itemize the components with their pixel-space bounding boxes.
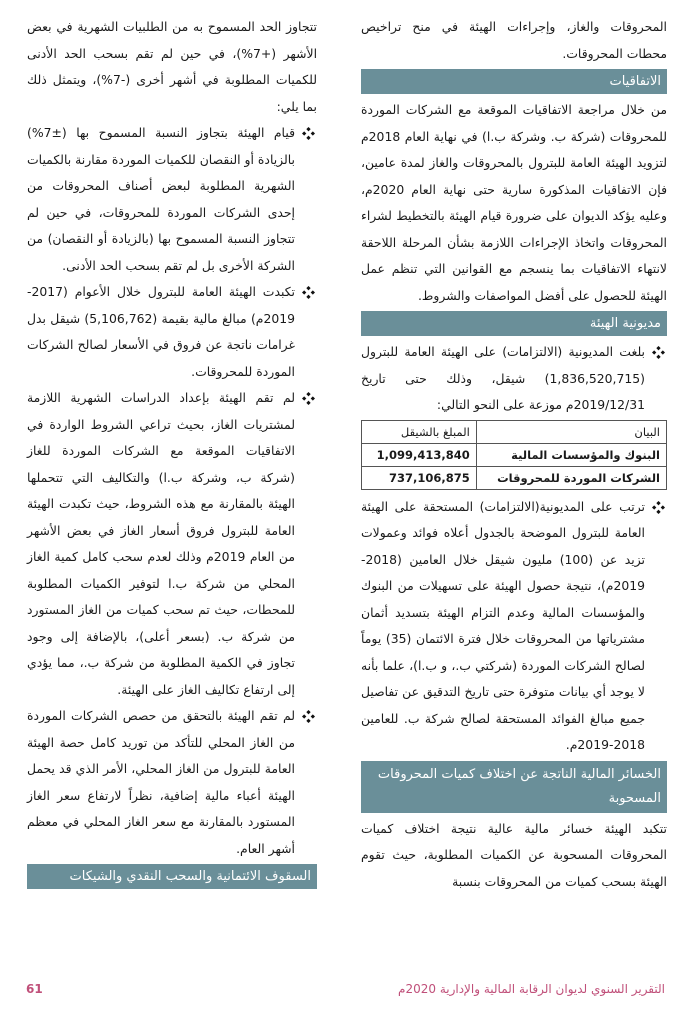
table-header-row [362,420,667,443]
footer-report-title: التقرير السنوي لديوان الرقابة المالية والإدارية 2020م [398,982,665,996]
four-diamond-bullet-icon [302,710,315,723]
four-diamond-bullet-icon [302,392,315,405]
table-header-amount: المبلغ بالشيقل [362,420,477,443]
left-column [27,14,317,892]
table-cell-label: البنوك والمؤسسات المالية [476,443,666,466]
debt-bullet-2 [361,494,667,759]
losses-paragraph: تتكبد الهيئة خسائر مالية عالية نتيجة اختلاف كميات المحروقات المسحوبة عن الكميات المطلوبة، حيث تقوم الهيئة بسحب كميات من المحروقات بنسبة [361,820,667,889]
left-bullet-3-text: لم تقم الهيئة بإعداد الدراسات الشهرية اللازمة لمشتريات الغاز، بحيث تراعي الشروط الواردة في الاتفاقيات الموقعة مع الشركات الموردة للغاز (شركة ب، وشركة ب.ا) والتكاليف التي تتحملها الهيئة بالمقارنة مع هذه الشروط، حيث تكبدت الهيئة العامة للبترول فروق أسعار الغاز في بعض الأشهر من العام 2019م وذلك لعدم سحب كامل كمية الغاز المحلي من شركة ب.ا لتوفير الكميات المطلوبة للمحطات، حيث تم سحب كميات من الغاز المستورد من شركة ب. (بسعر أعلى)، بالإضافة إلى وجود تجاوز في الكمية المطلوبة من شركة ب.، مما يؤدي إلى ارتفاع تكاليف الغاز على الهيئة. [27,390,295,697]
left-bullet-2-text: تكبدت الهيئة العامة للبترول خلال الأعوام (2017-2019م) مبالغ مالية بقيمة (5,106,762) شيقل بدل غرامات ناتجة عن فروق في الأسعار لصالح الشركات الموردة للمحروقات. [27,284,295,379]
section-heading-agreements: الاتفاقيات [361,69,667,94]
four-diamond-bullet-icon [302,286,315,299]
section-heading-losses: الخسائر المالية الناتجة عن اختلاف كميات المحروقات المسحوبة [361,761,667,813]
section-heading-debt: مديونية الهيئة [361,311,667,336]
debt-bullet-2-text: ترتب على المديونية(الالتزامات) المستحقة على الهيئة العامة للبترول الموضحة بالجدول أعلاه فوائد وعمولات تزيد عن (100) مليون شيقل خلال العامين (2018-2019م)، نتيجة حصول الهيئة على تسهيلات من البنوك والمؤسسات المالية وعدم التزام الهيئة بتسديد أثمان مشترياتها من المحروقات خلال فترة الائتمان (35) يوماً لصالح الشركات الموردة (شركتي ب.، و ب.ا)، علما بأنه لا يوجد أي بيانات متوفرة حتى تاريخ التدقيق عن تفاصيل جميع مبالغ الفوائد المستحقة لصالح شركة ب. للعامين 2018-2019م. [361,498,645,752]
table-row [362,443,667,466]
four-diamond-bullet-icon [302,127,315,140]
left-bullet-4 [27,703,317,862]
four-diamond-bullet-icon [652,346,665,359]
debt-bullet-1 [361,339,667,419]
intro-paragraph: المحروقات والغاز، وإجراءات الهيئة في منح تراخيص محطات المحروقات. [361,19,667,61]
left-intro-paragraph: تتجاوز الحد المسموح به من الطلبيات الشهرية في بعض الأشهر (+7%)، في حين لم تقم بسحب الحد الأدنى للكميات المطلوبة في أشهر أخرى (-7%)، ويتمثل ذلك بما يلي: [27,19,318,114]
agreements-paragraph: من خلال مراجعة الاتفاقيات الموقعة مع الشركات الموردة للمحروقات (شركة ب. وشركة ب.ا) في نهاية العام 2018م لتزويد الهيئة العامة للبترول بالمحروقات والغاز لمدة عامين، فإن الاتفاقيات المذكورة سارية حتى نهاية العام 2020م، وعليه يؤكد الديوان على ضرورة قيام الهيئة بالتخطيط لشراء المحروقات واتخاذ الإجراءات اللازمة بشأن المرحلة اللاحقة لانتهاء الاتفاقيات بما ينسجم مع القوانين التي تنظم عمل الهيئة للحصول على أفضل المواصفات والشروط. [361,102,667,303]
debt-bullet-1-text: بلغت المديونية (الالتزامات) على الهيئة العامة للبترول (1,836,520,715) شيقل، وذلك حتى تاريخ 2019/12/31م موزعة على النحو التالي: [361,344,645,412]
table-cell-label: الشركات الموردة للمحروقات [476,466,666,489]
left-bullet-1-text: قيام الهيئة بتجاوز النسبة المسموح بها (±7%) بالزيادة أو النقصان للكميات الموردة مقارنة بالكميات الشهرية المطلوبة لبعض أصناف المحروقات من إحدى الشركات الموردة للمحروقات، في حين لم تتجاوز النسبة المسموح بها (بالزيادة أو النقصان) من الشركة الأخرى بل لم تقم بسحب الحد الأدنى. [27,125,295,273]
section-heading-credit: السقوف الائتمانية والسحب النقدي والشيكات [27,864,317,889]
left-bullet-4-text: لم تقم الهيئة بالتحقق من حصص الشركات الموردة من الغاز المحلي للتأكد من توريد كامل حصة الهيئة العامة للبترول من الغاز المحلي، الأمر الذي قد يحمل الهيئة أعباء مالية إضافية، نظراً لارتفاع سعر الغاز المستورد بالمقارنة مع سعر الغاز المحلي في معظم أشهر العام. [27,708,295,856]
table-header-description: البيان [476,420,666,443]
debt-table [361,420,667,490]
table-cell-amount: 737,106,875 [362,466,477,489]
page-number: 61 [26,982,43,996]
right-column [361,14,667,895]
table-cell-amount: 1,099,413,840 [362,443,477,466]
left-bullet-1 [27,120,317,279]
table-row [362,466,667,489]
left-bullet-2 [27,279,317,385]
four-diamond-bullet-icon [652,501,665,514]
left-bullet-3 [27,385,317,703]
